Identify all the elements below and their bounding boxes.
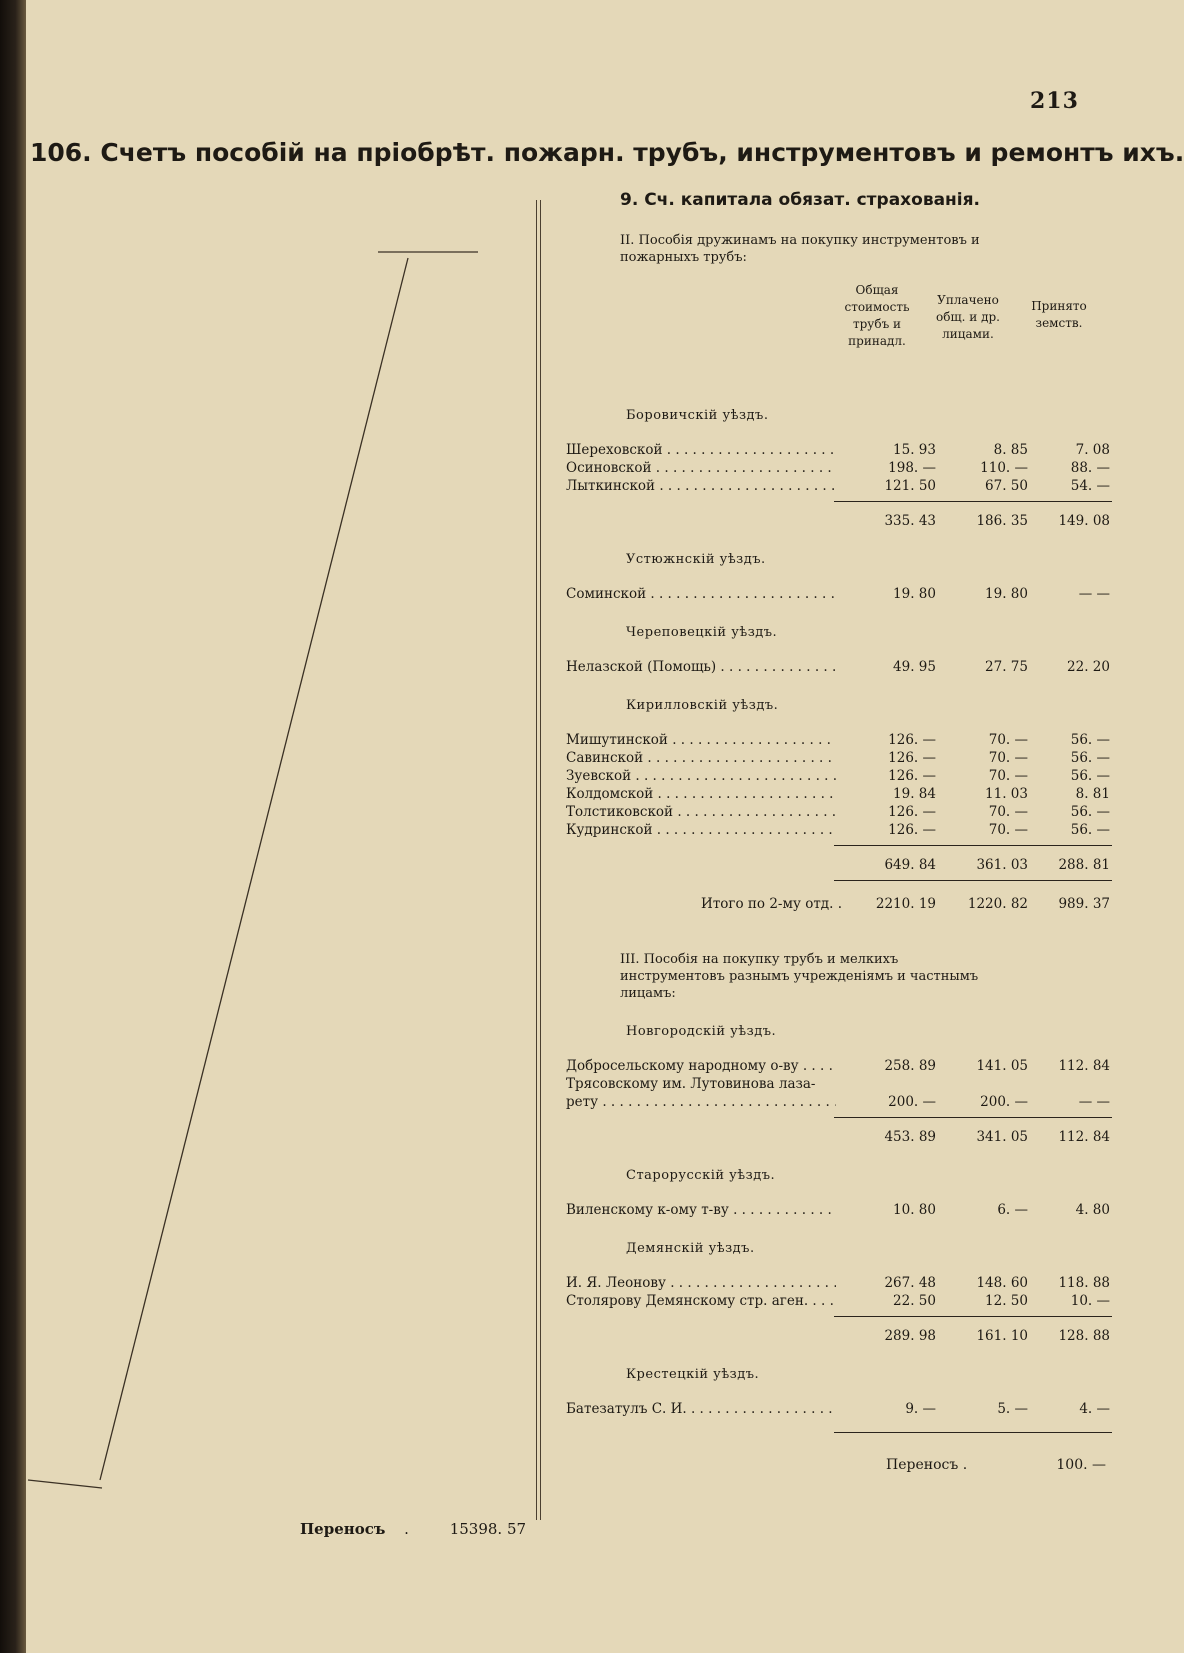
row-name: Кудринской . . . — [566, 821, 836, 839]
row-value-c3: 4. 80 — [1075, 1202, 1110, 1218]
district-heading: Череповецкій уѣздъ. — [626, 625, 778, 640]
subtotal-c1: 289. 98 — [884, 1328, 936, 1344]
subtotal-c2: 161. 10 — [976, 1328, 1028, 1344]
row-name: Добросельскому народному о-ву . . . — [566, 1057, 836, 1075]
table-row — [566, 785, 1110, 803]
row-value-c1: 126. — — [888, 804, 936, 820]
row-name: Трясовскому им. Лутовинова лаза- — [566, 1076, 816, 1092]
total-c3: 989. 37 — [1058, 896, 1110, 912]
row-name: Лыткинской . . . — [566, 477, 836, 495]
subtotal-row — [566, 856, 1110, 874]
table-row — [566, 441, 1110, 459]
left-carry-forward: Переносъ . 15398. 57 — [300, 1520, 527, 1538]
row-value-c1: 258. 89 — [884, 1058, 936, 1074]
footer-rule — [834, 1432, 1112, 1433]
district-heading: Новгородскій уѣздъ. — [626, 1024, 777, 1039]
row-value-c1: 200. — — [888, 1094, 936, 1110]
table-row — [566, 1292, 1110, 1310]
row-name: Нелазской (Помощь) . . . — [566, 658, 836, 676]
total-label: Итого по 2-му отд. . — [701, 896, 842, 912]
row-value-c3: 56. — — [1070, 750, 1110, 766]
row-value-c2: 148. 60 — [976, 1275, 1028, 1291]
row-value-c2: 12. 50 — [985, 1293, 1028, 1309]
row-value-c1: 126. — — [888, 768, 936, 784]
row-name: Мишутинской . . . — [566, 731, 836, 749]
district-heading: Боровичскій уѣздъ. — [626, 408, 769, 423]
row-value-c1: 19. 80 — [893, 586, 936, 602]
district-heading: Устюжнскій уѣздъ. — [626, 552, 766, 567]
sum-rule — [834, 1316, 1112, 1317]
sum-rule — [834, 1117, 1112, 1118]
row-value-c3: 54. — — [1070, 478, 1110, 494]
subtotal-c2: 341. 05 — [976, 1129, 1028, 1145]
row-value-c3: 22. 20 — [1067, 659, 1110, 675]
row-name: И. Я. Леонову . . . — [566, 1274, 836, 1292]
row-name: Столярову Демянскому стр. аген. . . . — [566, 1292, 836, 1310]
row-value-c3: 8. 81 — [1075, 786, 1110, 802]
col-header-zemstvo: Принято земств. — [1031, 299, 1087, 330]
row-value-c1: 126. — — [888, 732, 936, 748]
row-name: Соминской . . . — [566, 585, 836, 603]
row-value-c3: 56. — — [1070, 732, 1110, 748]
table-row — [566, 767, 1110, 785]
row-name: Осиновской . . . — [566, 459, 836, 477]
row-value-c2: 141. 05 — [976, 1058, 1028, 1074]
row-value-c3: 7. 08 — [1075, 442, 1110, 458]
row-value-c2: 6. — — [997, 1202, 1028, 1218]
row-value-c2: 70. — — [988, 804, 1028, 820]
column-divider-2 — [540, 200, 541, 1520]
table-row — [566, 1400, 1110, 1418]
row-value-c3: 4. — — [1079, 1401, 1110, 1417]
subtotal-row — [566, 512, 1110, 530]
table-row — [566, 459, 1110, 477]
row-value-c2: 200. — — [980, 1094, 1028, 1110]
table-row — [566, 477, 1110, 495]
row-value-c3: 118. 88 — [1058, 1275, 1110, 1291]
row-value-c1: 22. 50 — [893, 1293, 936, 1309]
row-value-c1: 126. — — [888, 750, 936, 766]
subtotal-c3: 149. 08 — [1058, 513, 1110, 529]
table-row — [566, 749, 1110, 767]
subtotal-c2: 361. 03 — [976, 857, 1028, 873]
right-carry-value: 100. — — [1056, 1457, 1106, 1473]
subtotal-row — [566, 1327, 1110, 1345]
row-value-c2: 67. 50 — [985, 478, 1028, 494]
row-name: Виленскому к-ому т-ву . . . — [566, 1201, 836, 1219]
page-title: 106. Счетъ пособій на пріобрѣт. пожарн. трубъ, инструментовъ и ремонтъ ихъ. — [30, 138, 1184, 167]
subtotal-c1: 453. 89 — [884, 1129, 936, 1145]
total-rule — [834, 880, 1112, 881]
row-value-c2: 8. 85 — [993, 442, 1028, 458]
row-value-c1: 198. — — [888, 460, 936, 476]
row-value-c3: — — — [1078, 586, 1110, 602]
row-name: Колдомской . . . — [566, 785, 836, 803]
row-name: Зуевской . . . — [566, 767, 836, 785]
subtotal-c3: 112. 84 — [1058, 1129, 1110, 1145]
district-heading: Кирилловскій уѣздъ. — [626, 698, 779, 713]
row-value-c1: 10. 80 — [893, 1202, 936, 1218]
row-value-c1: 9. — — [905, 1401, 936, 1417]
table-row — [566, 1201, 1110, 1219]
row-name: Савинской . . . — [566, 749, 836, 767]
row-value-c3: 56. — — [1070, 822, 1110, 838]
table-row — [566, 1093, 1110, 1111]
row-name: Толстиковской . . . — [566, 803, 836, 821]
row-value-c1: 121. 50 — [884, 478, 936, 494]
row-value-c2: 11. 03 — [985, 786, 1028, 802]
subtotal-c3: 288. 81 — [1058, 857, 1110, 873]
row-name: рету . . . — [566, 1093, 836, 1111]
col-header-total: Общая стоимость трубъ и принадл. — [844, 283, 910, 348]
sum-rule — [834, 845, 1112, 846]
row-value-c2: 70. — — [988, 732, 1028, 748]
row-value-c3: 112. 84 — [1058, 1058, 1110, 1074]
section2-body — [566, 408, 1110, 881]
left-carry-label: Переносъ — [300, 1520, 386, 1538]
total-c1: 2210. 19 — [875, 896, 936, 912]
left-carry-value: 15398. 57 — [449, 1520, 527, 1538]
table-row — [566, 585, 1110, 603]
table-row — [566, 731, 1110, 749]
section3-body — [566, 1024, 1110, 1433]
row-value-c2: 5. — — [997, 1401, 1028, 1417]
subtotal-c1: 649. 84 — [884, 857, 936, 873]
subtotal-row — [566, 1128, 1110, 1146]
block-title: 9. Сч. капитала обязат. страхованія. — [620, 190, 980, 210]
total-row — [566, 895, 1110, 913]
table-row — [566, 803, 1110, 821]
section2-heading: II. Пособія дружинамъ на покупку инструментовъ и пожарныхъ трубъ: — [620, 233, 980, 265]
district-heading: Демянскій уѣздъ. — [626, 1241, 755, 1256]
row-value-c2: 70. — — [988, 822, 1028, 838]
table-row — [566, 1075, 1106, 1093]
column-divider — [536, 200, 537, 1520]
right-column — [566, 190, 1110, 1477]
row-value-c3: — — — [1078, 1094, 1110, 1110]
row-value-c2: 70. — — [988, 768, 1028, 784]
row-value-c2: 19. 80 — [985, 586, 1028, 602]
row-value-c2: 110. — — [980, 460, 1028, 476]
right-carry-label: Переносъ . — [886, 1457, 968, 1473]
row-name: Батезатулъ С. И. . . . — [566, 1400, 836, 1418]
row-value-c1: 49. 95 — [893, 659, 936, 675]
table-row — [566, 1057, 1110, 1075]
subtotal-c3: 128. 88 — [1058, 1328, 1110, 1344]
right-carry-forward — [566, 1457, 1106, 1477]
cancel-diagonal-line — [100, 258, 408, 1480]
row-value-c3: 56. — — [1070, 804, 1110, 820]
row-value-c3: 88. — — [1070, 460, 1110, 476]
subtotal-c1: 335. 43 — [884, 513, 936, 529]
row-value-c1: 15. 93 — [893, 442, 936, 458]
table-row — [566, 658, 1110, 676]
section3-heading: III. Пособія на покупку трубъ и мелкихъ инструментовъ разнымъ учрежденіямъ и частнымъ лицамъ: — [620, 952, 979, 1001]
table-row — [566, 1274, 1110, 1292]
total-c2: 1220. 82 — [967, 896, 1028, 912]
page-number: 213 — [1030, 88, 1079, 114]
row-value-c1: 267. 48 — [884, 1275, 936, 1291]
subtotal-c2: 186. 35 — [976, 513, 1028, 529]
cancel-bottom-rule — [28, 1480, 102, 1488]
row-value-c2: 70. — — [988, 750, 1028, 766]
column-headers — [566, 282, 1106, 386]
row-value-c3: 56. — — [1070, 768, 1110, 784]
col-header-paid: Уплачено общ. и др. лицами. — [936, 293, 1000, 341]
row-name: Шереховской . . . — [566, 441, 836, 459]
row-value-c3: 10. — — [1070, 1293, 1110, 1309]
district-heading: Крестецкій уѣздъ. — [626, 1367, 760, 1382]
district-heading: Старорусскій уѣздъ. — [626, 1168, 776, 1183]
sum-rule — [834, 501, 1112, 502]
table-row — [566, 821, 1110, 839]
row-value-c1: 126. — — [888, 822, 936, 838]
row-value-c1: 19. 84 — [893, 786, 936, 802]
row-value-c2: 27. 75 — [985, 659, 1028, 675]
